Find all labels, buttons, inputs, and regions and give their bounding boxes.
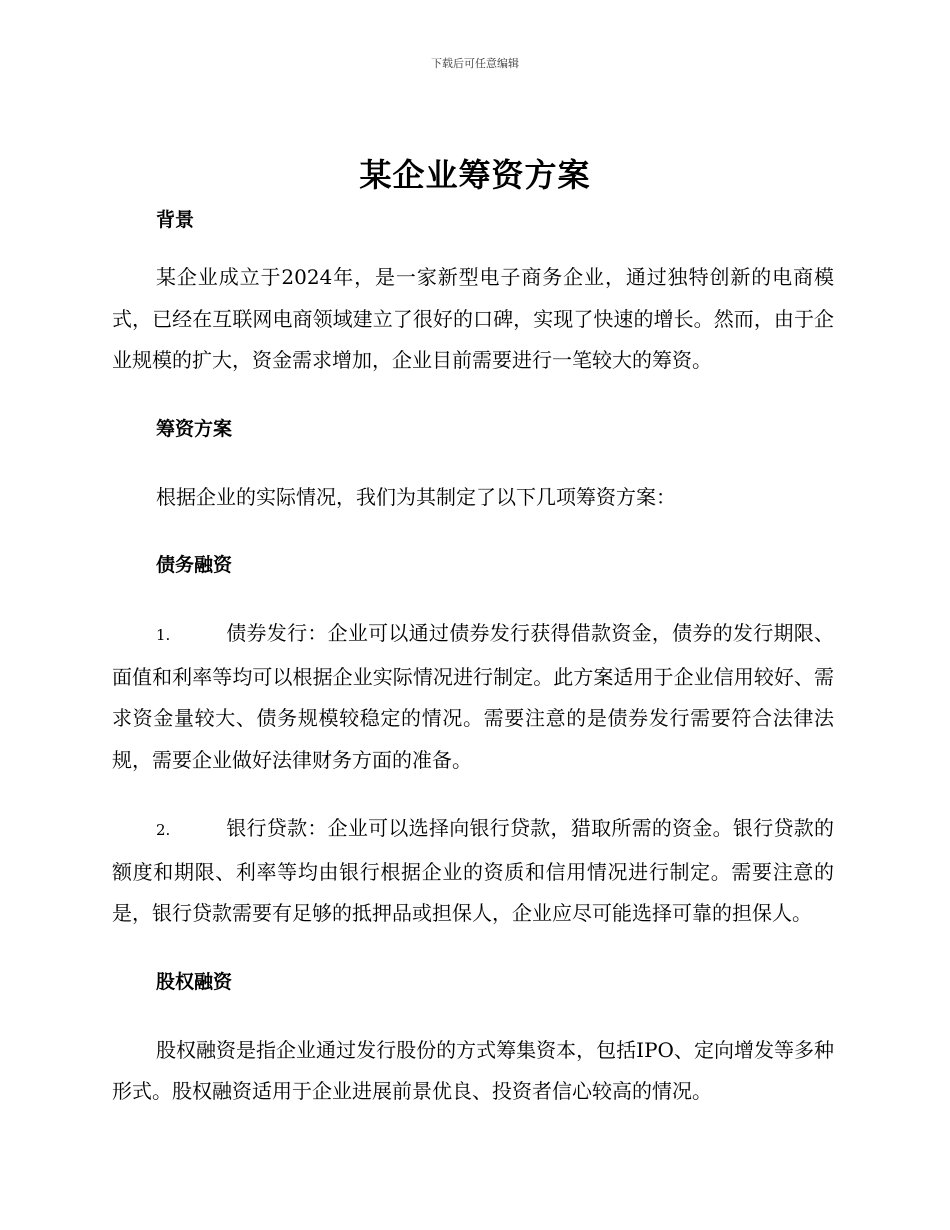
list-item-number: 1. [156, 626, 171, 644]
section-heading-debt: 债务融资 [156, 554, 233, 576]
section-heading-equity: 股权融资 [156, 970, 233, 993]
section-heading-background: 背景 [156, 209, 195, 231]
page-title: 某企业筹资方案 [359, 156, 591, 194]
section-heading-plan: 筹资方案 [156, 417, 233, 440]
list-item-text: 银行贷款：企业可以选择向银行贷款，猎取所需的资金。银行贷款的额度和期限、利率等均由银行根据企业的资质和信用情况进行制定。需要注意的是，银行贷款需要有足够的抵押品或担保人，企业应尽可能选择可靠的担保人。 [112, 816, 834, 925]
paragraph-plan: 根据企业的实际情况，我们为其制定了以下几项筹资方案： [156, 484, 676, 509]
document-body [112, 200, 834, 1113]
paragraph-background: 某企业成立于2024年，是一家新型电子商务企业，通过独特创新的电商模式，已经在互联网电商领域建立了很好的口碑，实现了快速的增长。然而，由于企业规模的扩大，资金需求增加，企业目前需要进行一笔较大的筹资。 [112, 265, 834, 372]
list-item [112, 613, 834, 781]
header-note: 下载后可任意编辑 [431, 57, 519, 70]
list-item-text: 债券发行：企业可以通过债券发行获得借款资金，债券的发行期限、面值和利率等均可以根据企业实际情况进行制定。此方案适用于企业信用较好、需求资金量较大、债务规模较稳定的情况。需要注意的是债券发行需要符合法律法规，需要企业做好法律财务方面的准备。 [112, 621, 834, 772]
paragraph-equity: 股权融资是指企业通过发行股份的方式筹集资本，包括IPO、定向增发等多种形式。股权融资适用于企业进展前景优良、投资者信心较高的情况。 [112, 1037, 834, 1103]
list-item [112, 808, 834, 935]
list-item-number: 2. [156, 821, 171, 839]
